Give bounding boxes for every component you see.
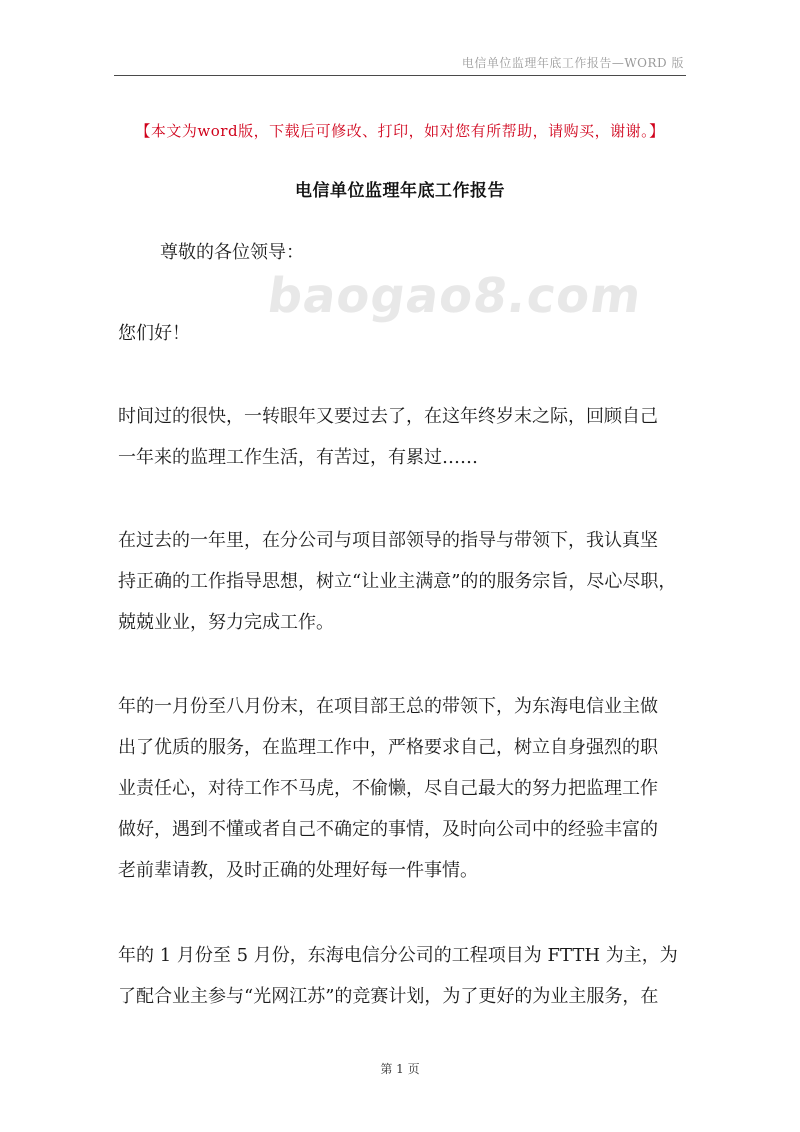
- body-paragraph-3: [118, 686, 684, 891]
- text-line: 年的一月份至八月份末，在项目部王总的带领下，为东海电信业主做: [118, 696, 658, 717]
- text-line: 一年来的监理工作生活，有苦过，有累过……: [118, 447, 478, 468]
- text-line: 兢兢业业，努力完成工作。: [118, 612, 334, 633]
- body-paragraph-1: [118, 396, 684, 478]
- purchase-notice: 【本文为word版，下载后可修改、打印，如对您有所帮助，请购买，谢谢。】: [135, 122, 665, 140]
- text-line: 在过去的一年里，在分公司与项目部领导的指导与带领下，我认真坚: [118, 530, 658, 551]
- header-divider: [114, 75, 686, 76]
- document-title: 电信单位监理年底工作报告: [295, 181, 505, 201]
- body-paragraph-2: [118, 520, 684, 643]
- text-line: 做好，遇到不懂或者自己不确定的事情，及时向公司中的经验丰富的: [118, 819, 658, 840]
- text-line: 出了优质的服务，在监理工作中，严格要求自己，树立自身强烈的职: [118, 737, 658, 758]
- text-line: 业责任心，对待工作不马虎，不偷懒，尽自己最大的努力把监理工作: [118, 778, 658, 799]
- watermark: baogao8.com: [264, 268, 646, 324]
- running-header: 电信单位监理年底工作报告—WORD 版: [461, 56, 684, 70]
- text-line: 老前辈请教，及时正确的处理好每一件事情。: [118, 860, 478, 881]
- salutation-paragraph: [118, 232, 726, 273]
- text-line: 时间过的很快，一转眼年又要过去了，在这年终岁末之际，回顾自己: [118, 406, 658, 427]
- text-line: 年的 1 月份至 5 月份，东海电信分公司的工程项目为 FTTH 为主，为: [118, 945, 678, 966]
- text-line: 了配合业主参与“光网江苏”的竞赛计划，为了更好的为业主服务，在: [118, 986, 659, 1007]
- body-paragraph-4: [118, 935, 684, 1017]
- text-line: 您们好！: [118, 323, 190, 344]
- text-line: 尊敬的各位领导：: [160, 242, 304, 263]
- text-line: 持正确的工作指导思想，树立“让业主满意”的的服务宗旨，尽心尽职，: [118, 571, 677, 592]
- greeting-paragraph: [118, 313, 684, 354]
- page-number: 第 1 页: [380, 1062, 420, 1076]
